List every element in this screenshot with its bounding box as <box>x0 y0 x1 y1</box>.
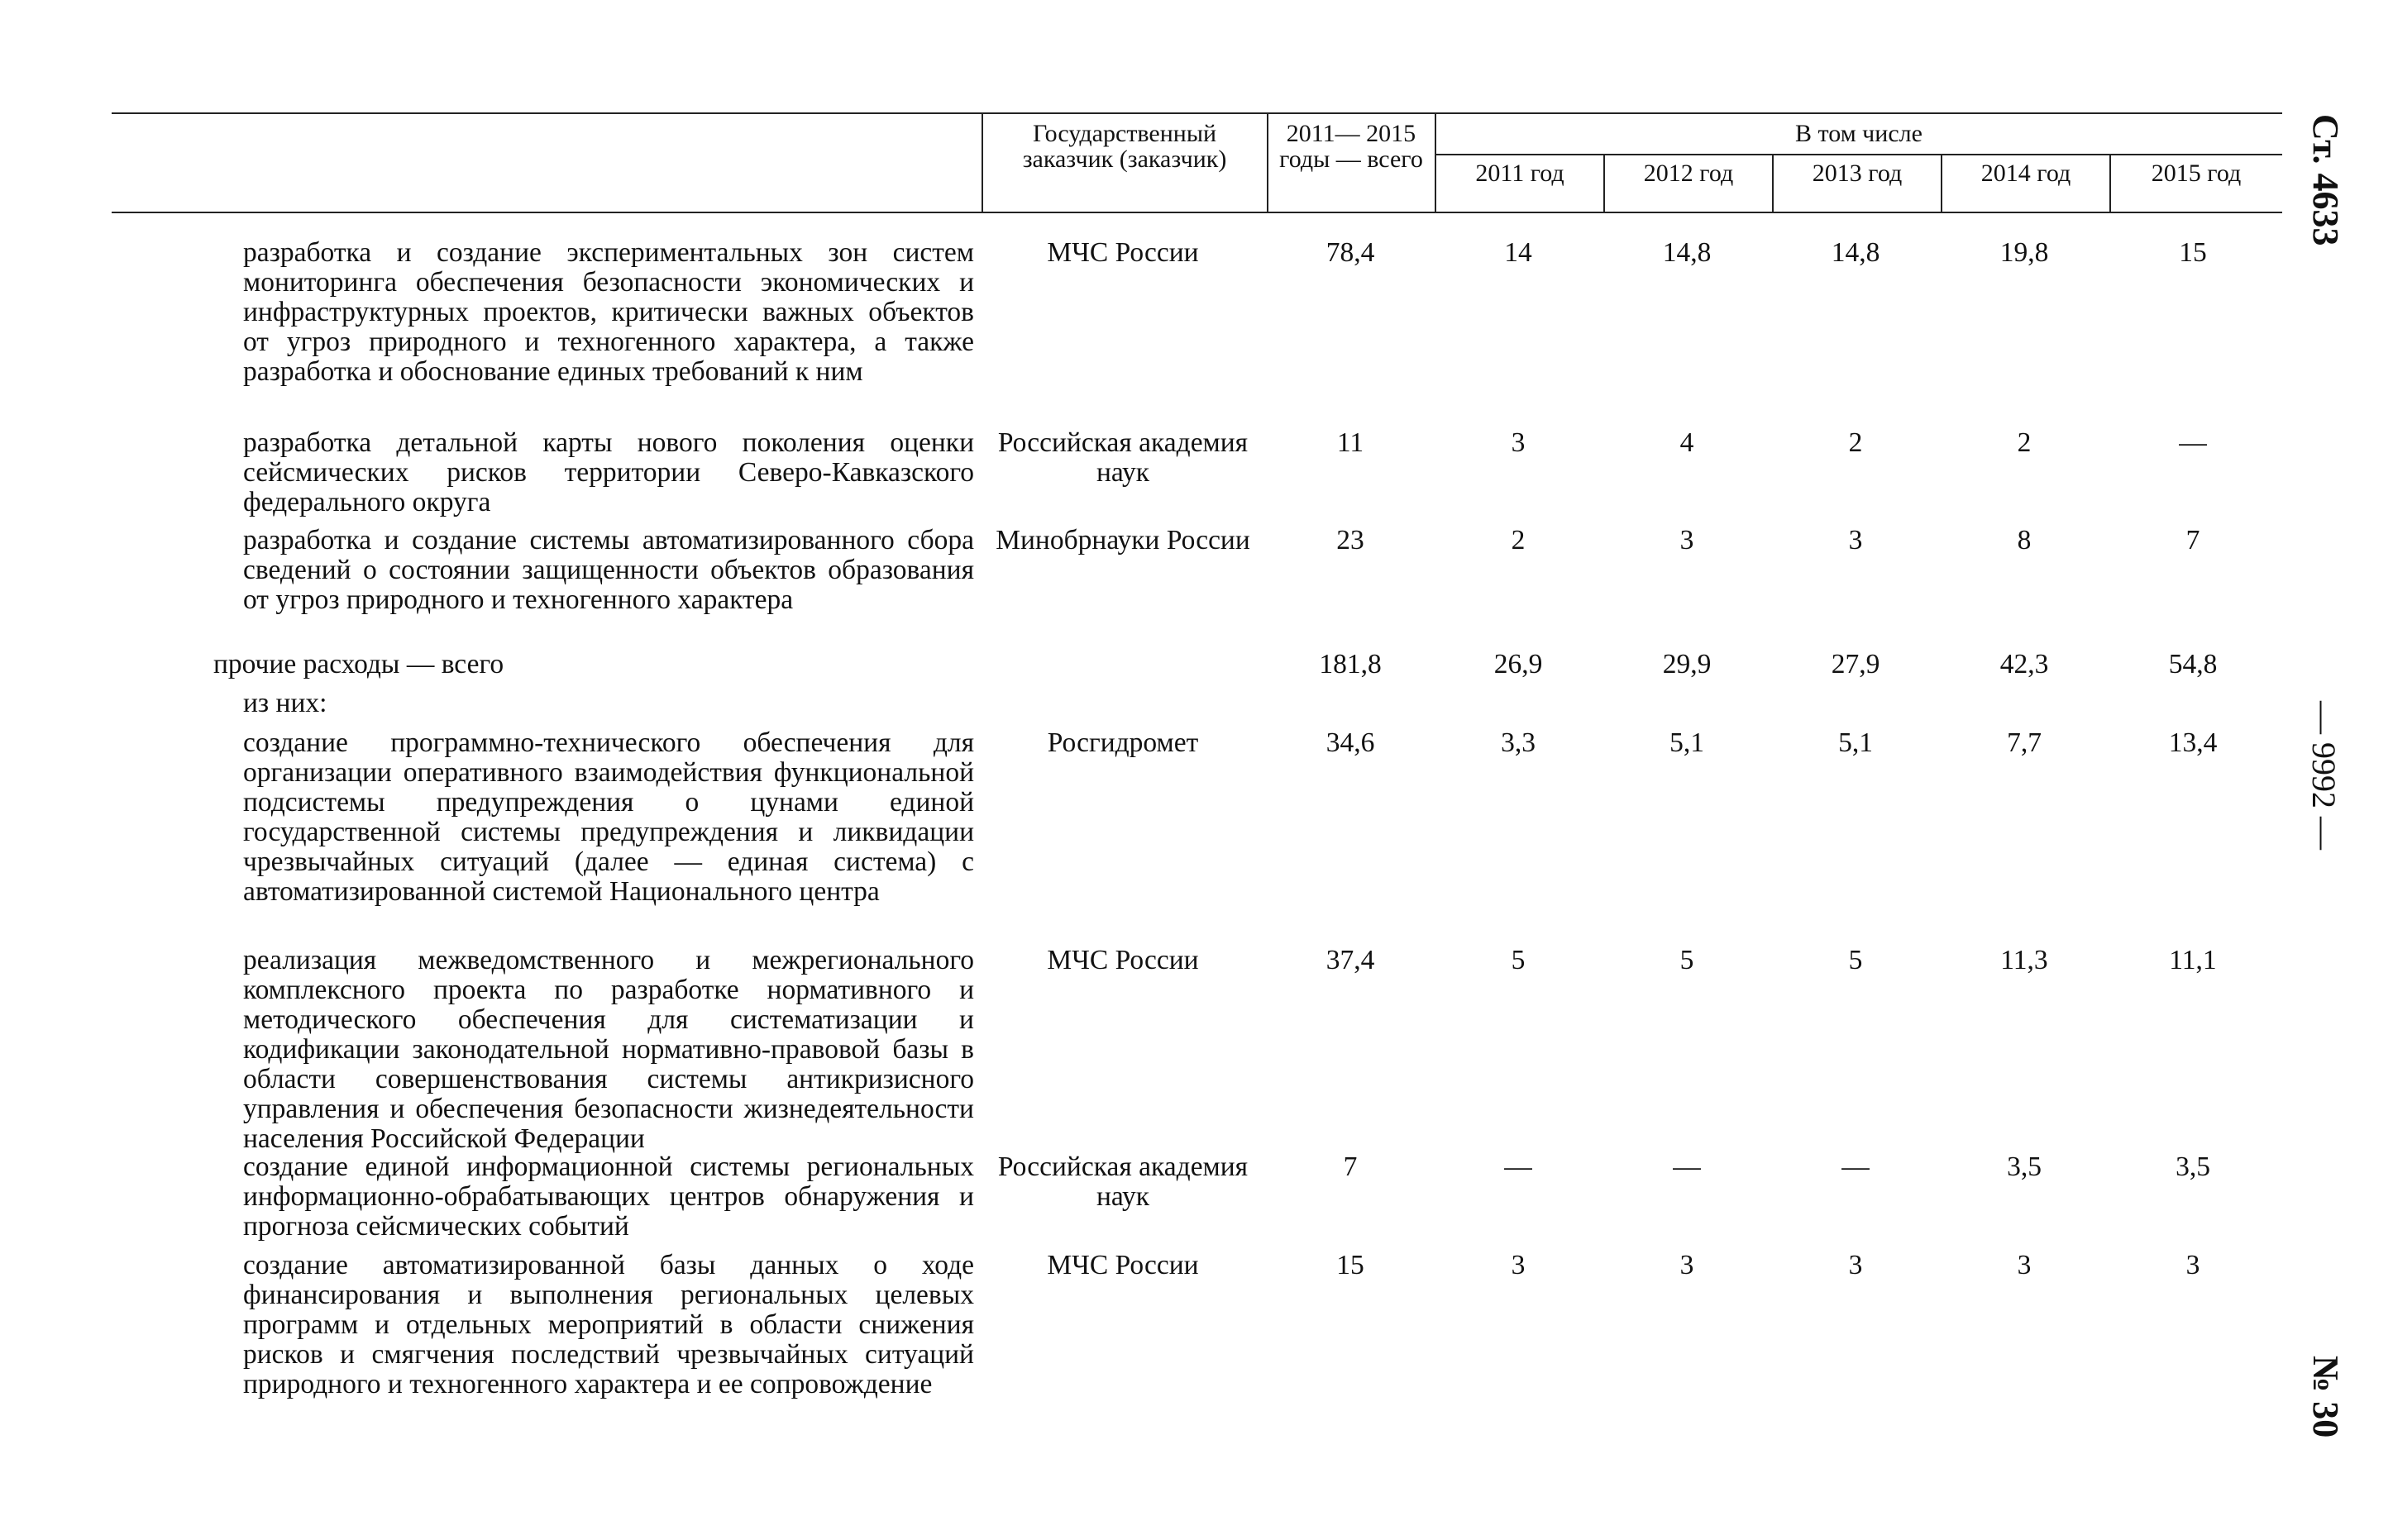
row-value-2011: 26,9 <box>1493 649 1543 679</box>
row-description: создание автоматизированной базы данных о ходе финансирования и выполнения региональных целевых программ и отдельных мероприятий в области снижения рисков и смягчения последствий чрезвычайных ситуаций природного и техногенного характера и ее сопровождение <box>243 1250 974 1399</box>
row-total: 15 <box>1336 1250 1364 1280</box>
row-customer: МЧС России <box>1047 945 1199 975</box>
row-value-2014: 3 <box>2017 1250 2032 1280</box>
row-value-2015: 11,1 <box>2169 945 2217 975</box>
header-bottom-rule <box>112 212 2282 213</box>
row-total: 78,4 <box>1325 237 1375 268</box>
row-total: 23 <box>1336 525 1364 555</box>
issue-number: № 30 <box>2305 1356 2346 1438</box>
header-year-2012: 2012 год <box>1643 160 1734 187</box>
row-value-2012: 14,8 <box>1662 237 1712 268</box>
row-value-2015: 3 <box>2185 1250 2200 1280</box>
row-value-2014: 11,3 <box>2000 945 2048 975</box>
row-value-2013: — <box>1841 1151 1870 1182</box>
row-description: разработка детальной карты нового поколения оценки сейсмических рисков территории Северо-Кавказского федерального округа <box>243 427 974 517</box>
row-value-2011: 2 <box>1511 525 1526 555</box>
row-description: создание единой информационной системы региональных информационно-обрабатывающих центров обнаружения и прогноза сейсмических событий <box>243 1151 974 1242</box>
row-value-2012: 4 <box>1679 427 1694 458</box>
row-value-2014: 19,8 <box>1999 237 2049 268</box>
row-value-2012: — <box>1673 1151 1701 1182</box>
row-value-2014: 2 <box>2017 427 2032 458</box>
article-number: Ст. 4633 <box>2305 114 2346 246</box>
row-description: прочие расходы — всего <box>213 649 504 679</box>
row-value-2014: 3,5 <box>2007 1151 2042 1182</box>
header-total: 2011— 2015 годы — всего <box>1279 120 1423 173</box>
row-customer: Российская академия наук <box>997 1151 1249 1212</box>
row-value-2013: 2 <box>1848 427 1863 458</box>
row-customer: Минобрнауки России <box>996 525 1250 555</box>
row-customer: Российская академия наук <box>997 427 1249 488</box>
row-value-2011: 3 <box>1511 427 1526 458</box>
row-value-2013: 5 <box>1848 945 1863 975</box>
row-value-2015: — <box>2179 427 2207 458</box>
row-value-2013: 5,1 <box>1838 727 1873 758</box>
row-description: разработка и создание системы автоматизированного сбора сведений о состоянии защищенности объектов образования от угроз природного и техногенного характера <box>243 525 974 615</box>
row-total: 181,8 <box>1319 649 1382 679</box>
row-value-2012: 5,1 <box>1669 727 1704 758</box>
row-description: реализация межведомственного и межрегионального комплексного проекта по разработке нормативного и методического обеспечения для систематизации и кодификации законодательной нормативно-правовой базы в области совершенствования системы антикризисного управления и обеспечения безопасности жизнедеятельности населения Российской Федерации <box>243 945 974 1154</box>
row-description: создание программно-технического обеспечения для организации оперативного взаимодействия функциональной подсистемы предупреждения о цунами единой государственной системы предупреждения и ликвидации чрезвычайных ситуаций (далее — единая система) с автоматизированной системой Национального центра <box>243 727 974 907</box>
row-value-2012: 3 <box>1679 1250 1694 1280</box>
row-description: разработка и создание экспериментальных зон систем мониторинга обеспечения безопасности экономических и инфраструктурных проектов, критически важных объектов от угроз природного и техногенного характера, а также разработка и обоснование единых требований к ним <box>243 237 974 387</box>
subheader-rule <box>1435 154 2282 155</box>
header-customer: Государственный заказчик (заказчик) <box>1022 120 1227 173</box>
row-value-2011: 14 <box>1504 237 1532 268</box>
row-value-2011: 3 <box>1511 1250 1526 1280</box>
row-value-2015: 7 <box>2185 525 2200 555</box>
row-value-2011: — <box>1504 1151 1532 1182</box>
header-including: В том числе <box>1795 120 1923 147</box>
row-value-2011: 5 <box>1511 945 1526 975</box>
col-divider-total <box>1267 112 1268 213</box>
row-customer: МЧС России <box>1047 237 1199 268</box>
row-value-2013: 3 <box>1848 525 1863 555</box>
row-total: 37,4 <box>1325 945 1375 975</box>
table-top-rule <box>112 112 2282 114</box>
header-year-2011: 2011 год <box>1475 160 1564 187</box>
row-value-2015: 15 <box>2179 237 2207 268</box>
row-total: 11 <box>1336 427 1364 458</box>
row-value-2014: 8 <box>2017 525 2032 555</box>
row-value-2014: 7,7 <box>2007 727 2042 758</box>
row-customer: Росгидромет <box>1047 727 1199 758</box>
row-customer: МЧС России <box>1047 1250 1199 1280</box>
col-divider-customer <box>982 112 983 213</box>
header-year-2015: 2015 год <box>2151 160 2242 187</box>
header-year-2014: 2014 год <box>1980 160 2071 187</box>
row-value-2013: 14,8 <box>1831 237 1880 268</box>
row-value-2012: 3 <box>1679 525 1694 555</box>
row-value-2014: 42,3 <box>1999 649 2049 679</box>
row-total: 7 <box>1343 1151 1358 1182</box>
row-value-2015: 13,4 <box>2168 727 2218 758</box>
row-value-2012: 29,9 <box>1662 649 1712 679</box>
page-number: — 9992 — <box>2305 701 2343 850</box>
row-description: из них: <box>243 688 327 718</box>
header-year-2013: 2013 год <box>1812 160 1903 187</box>
row-value-2015: 3,5 <box>2176 1151 2210 1182</box>
row-value-2015: 54,8 <box>2168 649 2218 679</box>
row-value-2013: 27,9 <box>1831 649 1880 679</box>
row-value-2011: 3,3 <box>1501 727 1536 758</box>
row-value-2012: 5 <box>1679 945 1694 975</box>
row-total: 34,6 <box>1325 727 1375 758</box>
row-value-2013: 3 <box>1848 1250 1863 1280</box>
